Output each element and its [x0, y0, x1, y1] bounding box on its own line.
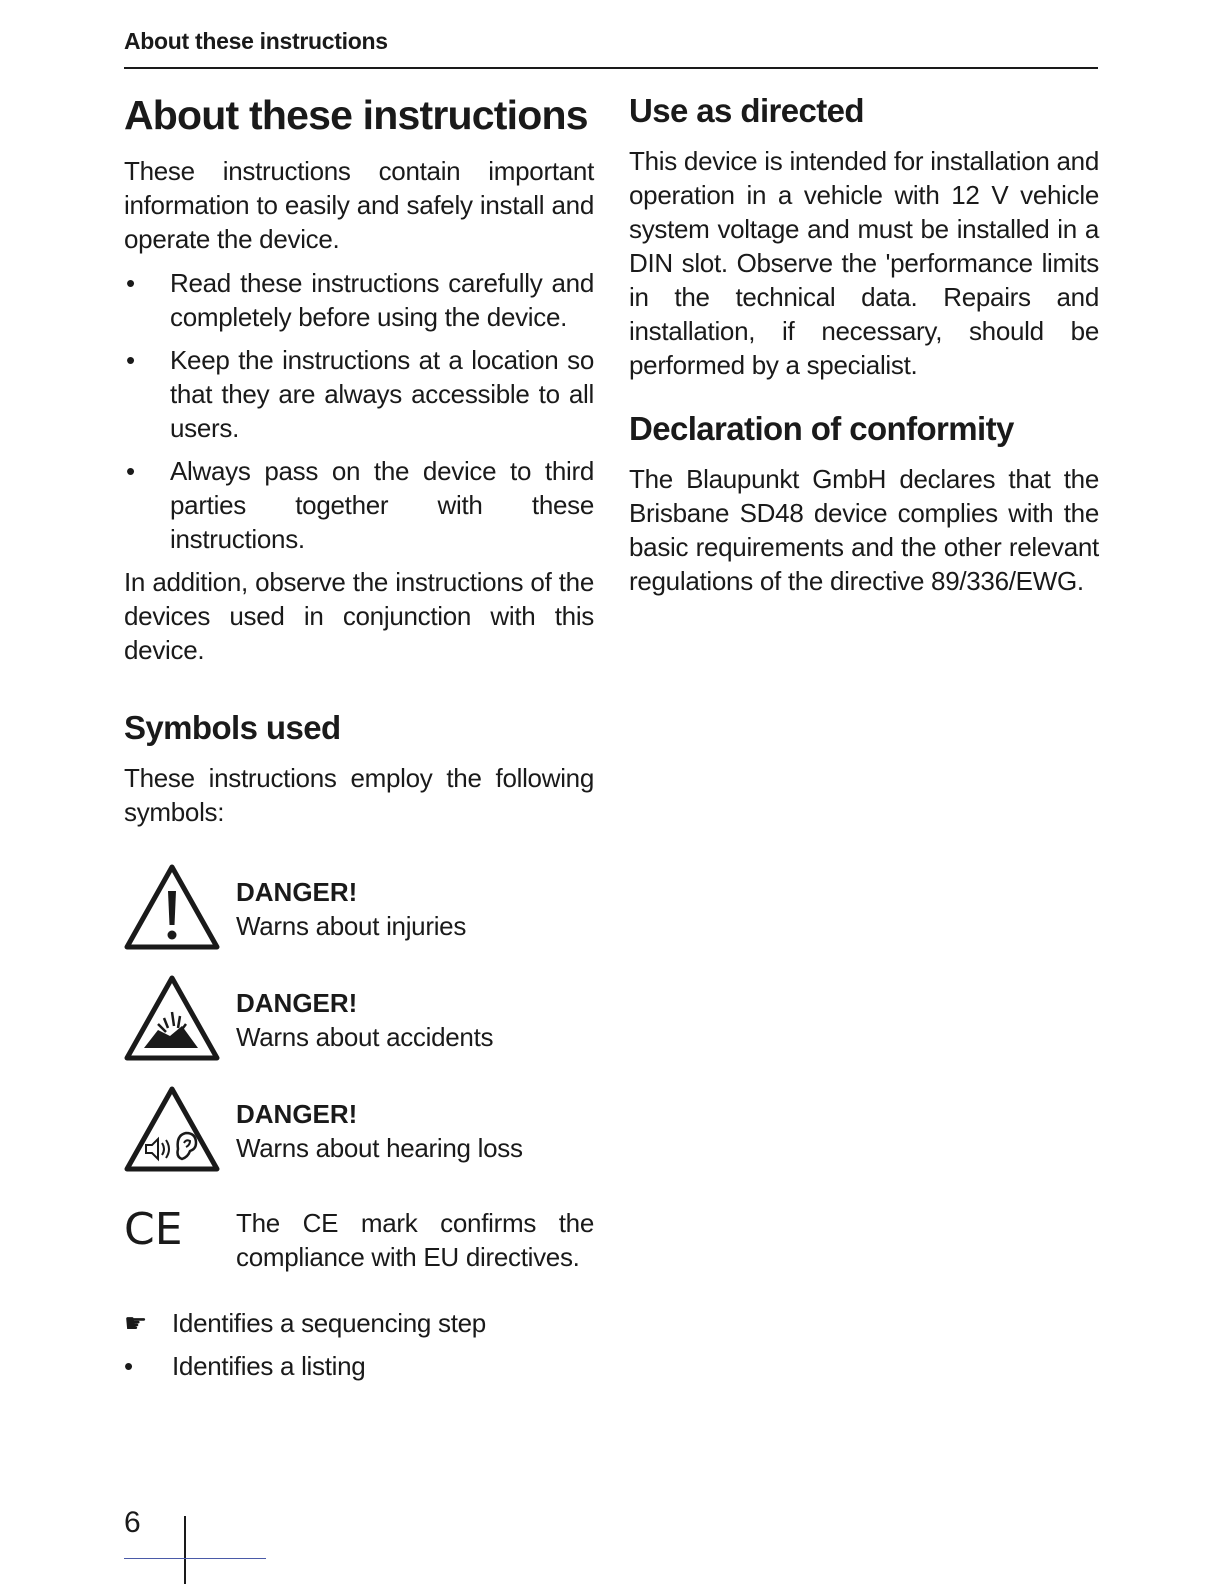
- list-item-text: Keep the instructions at a location so that they are always accessible to all users.: [170, 345, 594, 443]
- bullet-icon: •: [126, 345, 135, 375]
- list-item-text: Read these instructions carefully and completely before using the device.: [170, 268, 594, 332]
- warning-exclamation-icon: [124, 863, 236, 956]
- bullet-icon: •: [124, 1351, 133, 1381]
- use-text: This device is intended for installation and operation in a vehicle with 12 V vehicle system voltage and must be installed in a DIN slot. Observe the 'performance limits in the technical data. Repairs and installation, if necessary, should be performed by a specialist.: [629, 146, 1099, 380]
- header-rule: [124, 67, 1098, 69]
- legend-text: Identifies a sequencing step: [172, 1308, 486, 1338]
- pointing-hand-icon: ☛: [124, 1308, 148, 1338]
- right-column: [629, 88, 1099, 598]
- bullet-icon: •: [126, 268, 135, 298]
- section-title-symbols: Symbols used: [124, 709, 341, 746]
- symbols-intro: These instructions employ the following symbols:: [124, 763, 594, 827]
- warning-hearing-icon: [124, 1085, 236, 1178]
- legend-row-listing: [124, 1349, 594, 1383]
- list-item: [124, 454, 594, 556]
- declaration-section: [629, 406, 1099, 598]
- bullet-icon: •: [126, 456, 135, 486]
- symbol-description: Warns about accidents: [236, 1022, 494, 1052]
- symbol-description: Warns about hearing loss: [236, 1133, 523, 1163]
- legend-row-step: [124, 1306, 594, 1340]
- symbol-title: DANGER!: [236, 988, 358, 1018]
- symbol-description: Warns about injuries: [236, 911, 467, 941]
- ce-description: The CE mark confirms the compliance with EU directives.: [236, 1208, 594, 1272]
- symbol-row-accidents: [124, 974, 594, 1067]
- about-bullet-list: [124, 266, 594, 556]
- symbol-title: DANGER!: [236, 1099, 358, 1129]
- symbol-title: DANGER!: [236, 877, 358, 907]
- about-intro: These instructions contain important information to easily and safely install and operate the device.: [124, 156, 594, 254]
- list-item: [124, 266, 594, 334]
- declaration-text: The Blaupunkt GmbH declares that the Brisbane SD48 device complies with the basic requirements and the other relevant regulations of the directive 89/336/EWG.: [629, 464, 1099, 596]
- symbol-row-ce: [124, 1206, 594, 1274]
- symbol-row-injuries: [124, 863, 594, 956]
- symbols-section: [124, 705, 594, 1383]
- list-item: [124, 343, 594, 445]
- legend-text: Identifies a listing: [172, 1351, 366, 1381]
- section-title-use: Use as directed: [629, 92, 864, 129]
- footer-divider-vertical: [184, 1516, 186, 1584]
- running-header: About these instructions: [124, 28, 388, 54]
- ce-mark-icon: CE: [124, 1204, 183, 1255]
- list-item-text: Always pass on the device to third parties together with these instructions.: [170, 456, 594, 554]
- warning-accident-icon: [124, 974, 236, 1067]
- footer-divider-horizontal: [124, 1558, 266, 1559]
- section-title-about: About these instructions: [124, 92, 588, 138]
- about-closing: In addition, observe the instructions of the devices used in conjunction with this device.: [124, 567, 594, 665]
- left-column: [124, 88, 594, 1383]
- page-number: 6: [124, 1506, 141, 1539]
- section-title-declaration: Declaration of conformity: [629, 410, 1014, 447]
- symbol-row-hearing: [124, 1085, 594, 1178]
